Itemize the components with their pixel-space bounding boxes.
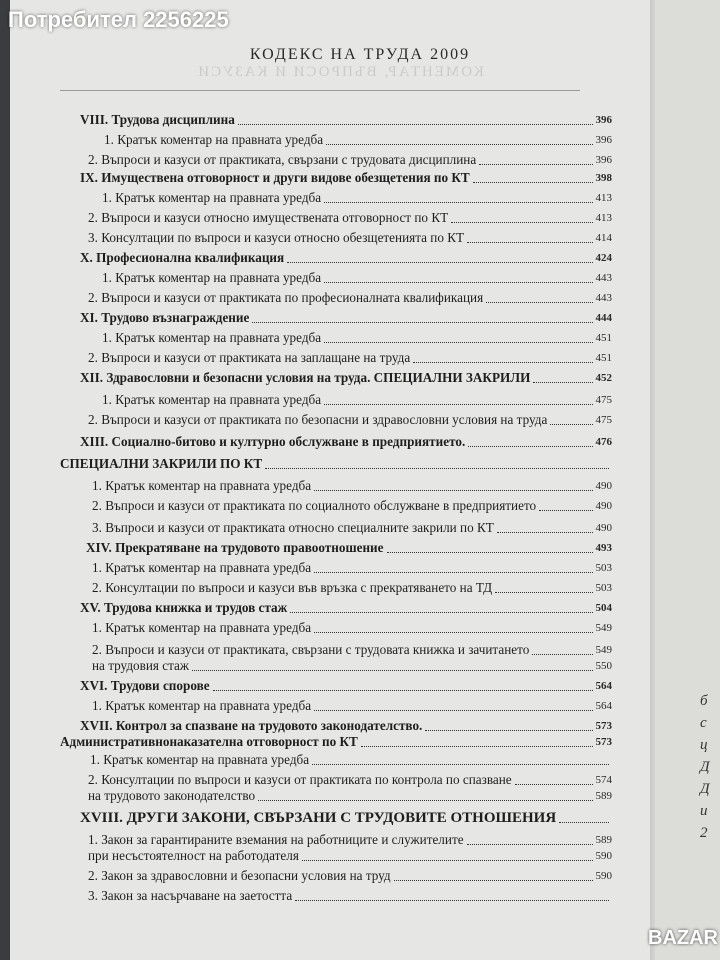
toc-dot-leader bbox=[361, 745, 593, 747]
toc-page-number: 444 bbox=[595, 312, 612, 324]
toc-entry-label: 1. Кратък коментар на правната уредба bbox=[102, 190, 322, 205]
toc-entry-label: XVIII. ДРУГИ ЗАКОНИ, СВЪРЗАНИ С ТРУДОВИТЕ ОТНОШЕНИЯ bbox=[80, 810, 557, 826]
toc-item-entry bbox=[88, 350, 612, 366]
toc-item-entry bbox=[104, 132, 612, 148]
toc-entry-label: на трудовия стаж bbox=[92, 658, 190, 673]
right-page-glyph: и bbox=[700, 803, 708, 819]
right-page-glyph: ц bbox=[700, 737, 708, 753]
toc-page-number: 589 bbox=[595, 834, 612, 846]
toc-dot-leader bbox=[559, 821, 609, 823]
toc-page-number: 504 bbox=[595, 602, 612, 614]
header-rule bbox=[60, 90, 580, 91]
toc-dot-leader bbox=[539, 509, 592, 511]
right-page-glyph: Д bbox=[700, 759, 710, 775]
toc-entry-label: VIII. Трудова дисциплина bbox=[80, 112, 235, 127]
toc-item-entry bbox=[88, 788, 612, 804]
toc-dot-leader bbox=[468, 445, 592, 447]
toc-item-entry bbox=[92, 580, 612, 596]
toc-page-number: 573 bbox=[595, 736, 612, 748]
toc-entry-label: 1. Кратък коментар на правната уредба bbox=[92, 478, 312, 493]
toc-entry-label: 2. Въпроси и казуси относно имуществената отговорност по КТ bbox=[88, 210, 449, 225]
right-page-glyph: Д bbox=[700, 781, 710, 797]
toc-entry-label: 1. Кратък коментар на правната уредба bbox=[104, 132, 324, 147]
toc-page-number: 451 bbox=[595, 352, 612, 364]
toc-entry-label: 1. Кратък коментар на правната уредба bbox=[102, 270, 322, 285]
toc-item-entry bbox=[92, 520, 612, 536]
toc-dot-leader bbox=[451, 221, 592, 223]
toc-entry-label: XIV. Прекратяване на трудовото правоотношение bbox=[86, 540, 384, 555]
toc-entry-label: 2. Въпроси и казуси от практиката по професионалната квалификация bbox=[88, 290, 484, 305]
toc-entry-label: XV. Трудова книжка и трудов стаж bbox=[80, 600, 288, 615]
toc-chapter-entry bbox=[80, 112, 612, 128]
toc-page-number: 414 bbox=[595, 232, 612, 244]
toc-chapter-entry bbox=[80, 170, 612, 186]
toc-dot-leader bbox=[314, 571, 592, 573]
toc-entry-label: 2. Въпроси и казуси от практиката, свързани с трудовата книжка и зачитането bbox=[92, 642, 530, 657]
toc-item-entry bbox=[92, 560, 612, 576]
toc-dot-leader bbox=[265, 467, 609, 469]
toc-chapter-entry bbox=[86, 540, 612, 556]
toc-chapter-entry bbox=[80, 678, 612, 694]
toc-item-entry bbox=[92, 698, 612, 714]
toc-page-number: 396 bbox=[595, 134, 612, 146]
toc-entry-label: 2. Закон за здравословни и безопасни условия на труд bbox=[88, 868, 391, 883]
toc-entry-label: 2. Консултации по въпроси и казуси във връзка с прекратяването на ТД bbox=[92, 580, 493, 595]
toc-dot-leader bbox=[326, 143, 592, 145]
toc-page-number: 490 bbox=[595, 500, 612, 512]
right-page-edge-text bbox=[700, 690, 720, 844]
toc-page-number: 564 bbox=[595, 680, 612, 692]
toc-entry-label: на трудовото законодателство bbox=[88, 788, 256, 803]
toc-entry-label: XII. Здравословни и безопасни условия на труда. СПЕЦИАЛНИ ЗАКРИЛИ bbox=[80, 370, 531, 385]
toc-page-number: 475 bbox=[595, 414, 612, 426]
right-page-glyph: б bbox=[700, 693, 708, 709]
toc-dot-leader bbox=[213, 689, 593, 691]
toc-page-number: 443 bbox=[595, 292, 612, 304]
user-watermark: Потребител 2256225 bbox=[8, 7, 229, 32]
toc-item-entry bbox=[88, 832, 612, 848]
toc-page-number: 493 bbox=[595, 542, 612, 554]
toc-page-number: 573 bbox=[595, 720, 612, 732]
toc-entry-label: X. Професионална квалификация bbox=[80, 250, 285, 265]
toc-item-entry bbox=[102, 330, 612, 346]
toc-page-number: 549 bbox=[595, 644, 612, 656]
toc-chapter-entry bbox=[80, 718, 612, 734]
toc-page-number: 475 bbox=[595, 394, 612, 406]
toc-page-number: 413 bbox=[595, 192, 612, 204]
toc-chapter-entry bbox=[60, 456, 612, 472]
toc-entry-label: 3. Закон за насърчаване на заетостта bbox=[88, 888, 293, 903]
toc-page-number: 396 bbox=[595, 114, 612, 126]
page-header-title: КОДЕКС НА ТРУДА 2009 bbox=[249, 46, 471, 63]
toc-entry-label: 1. Кратък коментар на правната уредба bbox=[102, 330, 322, 345]
toc-page-number: 589 bbox=[595, 790, 612, 802]
toc-entry-label: Административнонаказателна отговорност по КТ bbox=[60, 734, 358, 749]
toc-page-number: 476 bbox=[595, 436, 612, 448]
toc-dot-leader bbox=[302, 859, 593, 861]
toc-dot-leader bbox=[314, 709, 592, 711]
toc-dot-leader bbox=[425, 729, 592, 731]
toc-dot-leader bbox=[532, 653, 592, 655]
toc-dot-leader bbox=[324, 403, 592, 405]
toc-page-number: 452 bbox=[595, 372, 612, 384]
toc-dot-leader bbox=[467, 241, 592, 243]
toc-entry-label: IX. Имуществена отговорност и други видове обезщетения по КТ bbox=[80, 170, 470, 185]
bleed-through-text: КОМЕНТАР, ВЪПРОСИ И КАЗУСИ bbox=[196, 64, 484, 80]
toc-dot-leader bbox=[324, 281, 592, 283]
toc-dot-leader bbox=[387, 551, 593, 553]
toc-dot-leader bbox=[312, 763, 609, 765]
toc-item-entry bbox=[88, 152, 612, 168]
toc-item-entry bbox=[90, 752, 612, 768]
toc-dot-leader bbox=[479, 163, 592, 165]
toc-item-entry bbox=[102, 190, 612, 206]
toc-dot-leader bbox=[467, 843, 593, 845]
toc-dot-leader bbox=[413, 361, 592, 363]
toc-dot-leader bbox=[295, 899, 609, 901]
toc-item-entry bbox=[88, 848, 612, 864]
toc-entry-label: СПЕЦИАЛНИ ЗАКРИЛИ ПО КТ bbox=[60, 456, 263, 471]
toc-page-number: 413 bbox=[595, 212, 612, 224]
toc-item-entry bbox=[88, 412, 612, 428]
toc-dot-leader bbox=[314, 631, 592, 633]
toc-dot-leader bbox=[324, 201, 592, 203]
toc-entry-label: 1. Кратък коментар на правната уредба bbox=[102, 392, 322, 407]
toc-dot-leader bbox=[394, 879, 593, 881]
toc-dot-leader bbox=[324, 341, 592, 343]
site-logo: BAZAR bbox=[648, 927, 718, 949]
toc-chapter-entry bbox=[60, 734, 612, 750]
toc-entry-label: 3. Въпроси и казуси от практиката относно специалните закрили по КТ bbox=[92, 520, 494, 535]
toc-page-number: 503 bbox=[595, 582, 612, 594]
toc-chapter-entry bbox=[80, 810, 612, 826]
toc-page-number: 490 bbox=[595, 480, 612, 492]
toc-page-number: 490 bbox=[595, 522, 612, 534]
toc-dot-leader bbox=[473, 181, 593, 183]
toc-page-number: 396 bbox=[595, 154, 612, 166]
toc-item-entry bbox=[92, 478, 612, 494]
toc-item-entry bbox=[92, 498, 612, 514]
toc-item-entry bbox=[88, 210, 612, 226]
toc-dot-leader bbox=[290, 611, 592, 613]
toc-item-entry bbox=[102, 270, 612, 286]
toc-item-entry bbox=[92, 658, 612, 674]
toc-entry-label: XVII. Контрол за спазване на трудовото законодателство. bbox=[80, 718, 423, 733]
toc-page-number: 550 bbox=[595, 660, 612, 672]
toc-chapter-entry bbox=[80, 250, 612, 266]
toc-entry-label: при несъстоятелност на работодателя bbox=[88, 848, 299, 863]
toc-dot-leader bbox=[495, 591, 592, 593]
toc-entry-label: XI. Трудово възнаграждение bbox=[80, 310, 250, 325]
toc-dot-leader bbox=[238, 123, 593, 125]
toc-chapter-entry bbox=[80, 600, 612, 616]
toc-dot-leader bbox=[486, 301, 592, 303]
toc-dot-leader bbox=[497, 531, 593, 533]
toc-page-number: 564 bbox=[595, 700, 612, 712]
right-page-glyph: 2 bbox=[700, 825, 708, 841]
toc-chapter-entry bbox=[80, 310, 612, 326]
toc-page-number: 590 bbox=[595, 850, 612, 862]
toc-entry-label: 2. Въпроси и казуси от практиката, свързани с трудовата дисциплина bbox=[88, 152, 477, 167]
toc-entry-label: 1. Кратък коментар на правната уредба bbox=[92, 698, 312, 713]
toc-entry-label: XIII. Социално-битово и културно обслужване в предприятието. bbox=[80, 434, 466, 449]
toc-item-entry bbox=[88, 868, 612, 884]
toc-dot-leader bbox=[287, 261, 592, 263]
toc-item-entry bbox=[92, 642, 612, 658]
toc-dot-leader bbox=[550, 423, 592, 425]
toc-entry-label: XVI. Трудови спорове bbox=[80, 678, 210, 693]
toc-entry-label: 2. Въпроси и казуси от практиката на заплащане на труда bbox=[88, 350, 411, 365]
toc-page-number: 398 bbox=[595, 172, 612, 184]
toc-page-number: 451 bbox=[595, 332, 612, 344]
toc-page-number: 503 bbox=[595, 562, 612, 574]
toc-entry-label: 1. Кратък коментар на правната уредба bbox=[90, 752, 310, 767]
right-page-glyph: с bbox=[700, 715, 707, 731]
toc-item-entry bbox=[88, 772, 612, 788]
toc-dot-leader bbox=[192, 669, 592, 671]
toc-page-number: 590 bbox=[595, 870, 612, 882]
toc-page-number: 574 bbox=[595, 774, 612, 786]
toc-entry-label: 1. Кратък коментар на правната уредба bbox=[92, 560, 312, 575]
toc-entry-label: 1. Кратък коментар на правната уредба bbox=[92, 620, 312, 635]
toc-chapter-entry bbox=[80, 370, 612, 386]
toc-dot-leader bbox=[314, 489, 592, 491]
toc-page-number: 443 bbox=[595, 272, 612, 284]
toc-entry-label: 3. Консултации по въпроси и казуси относно обезщетенията по КТ bbox=[88, 230, 465, 245]
toc-item-entry bbox=[88, 888, 612, 904]
toc-item-entry bbox=[102, 392, 612, 408]
toc-entry-label: 2. Консултации по въпроси и казуси от практиката по контрола по спазване bbox=[88, 772, 512, 787]
toc-entry-label: 1. Закон за гарантираните вземания на работниците и служителите bbox=[88, 832, 464, 847]
toc-dot-leader bbox=[533, 381, 592, 383]
toc-page-number: 424 bbox=[595, 252, 612, 264]
toc-chapter-entry bbox=[80, 434, 612, 450]
toc-dot-leader bbox=[258, 799, 592, 801]
toc-entry-label: 2. Въпроси и казуси от практиката по социалното обслужване в предприятието bbox=[92, 498, 537, 513]
toc-dot-leader bbox=[515, 783, 593, 785]
toc-item-entry bbox=[88, 230, 612, 246]
toc-page-number: 549 bbox=[595, 622, 612, 634]
toc-dot-leader bbox=[252, 321, 592, 323]
toc-item-entry bbox=[88, 290, 612, 306]
toc-entry-label: 2. Въпроси и казуси от практиката по безопасни и здравословни условия на труда bbox=[88, 412, 548, 427]
toc-item-entry bbox=[92, 620, 612, 636]
